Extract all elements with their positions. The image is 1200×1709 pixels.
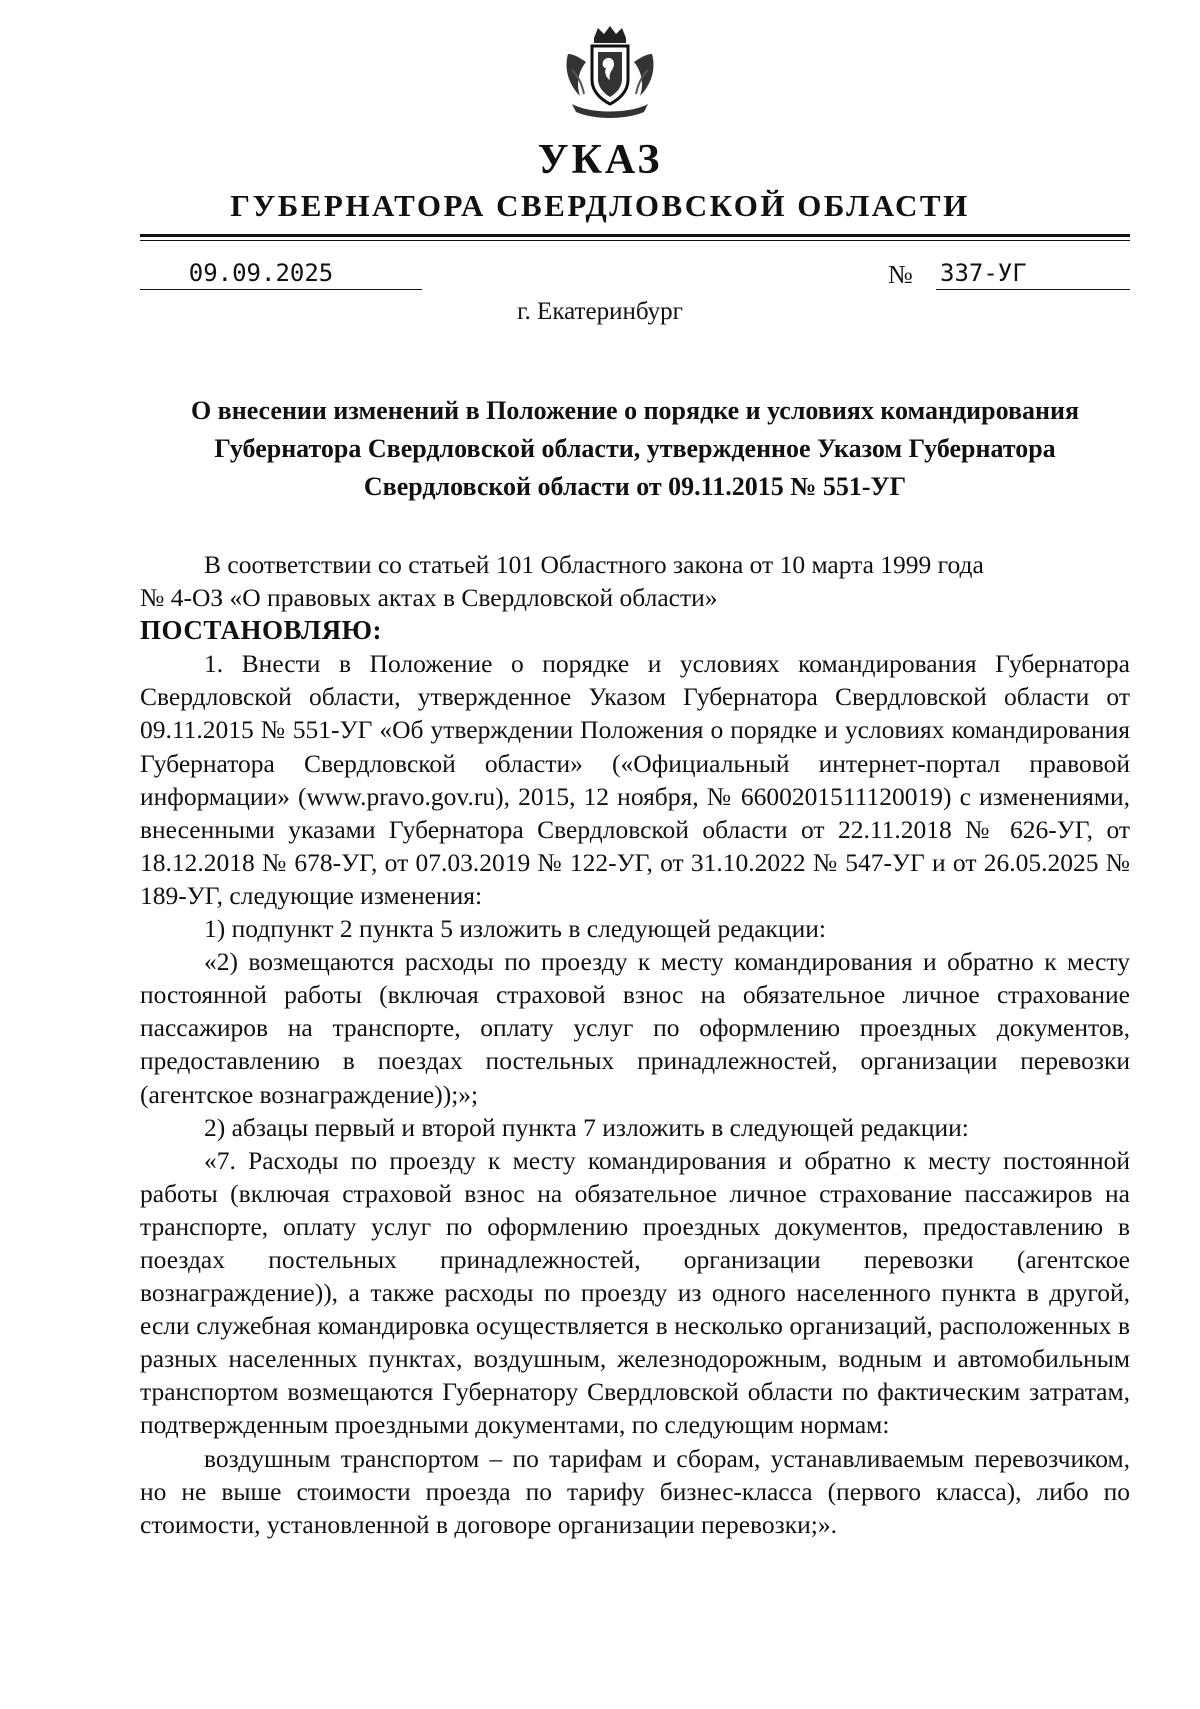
header-rule-thick — [140, 234, 1130, 237]
paragraph-2: 1) подпункт 2 пункта 5 изложить в следующей редакции: — [204, 914, 826, 944]
city-line: г. Екатеринбург — [517, 298, 683, 325]
document-heading: О внесении изменений в Положение о порядке и условиях командирования Губернатора Свердловской области, утвержденное Указом Губернатора Свердловской области от 09.11.2015 № 551-УГ — [190, 396, 1080, 501]
document-type-title: УКАЗ — [537, 137, 663, 183]
preamble-line-2: № 4-ОЗ «О правовых актах в Свердловской области» — [140, 583, 718, 613]
document-number-field — [888, 258, 1130, 290]
header-rule-thin — [140, 240, 1130, 241]
document-date: 09.09.2025 — [140, 258, 422, 290]
document-number: 337-УГ — [936, 258, 1130, 290]
paragraph-6: воздушным транспортом – по тарифам и сборам, устанавливаемым перевозчиком, но не выше стоимости проезда по тарифу бизнес-класса (первого класса), либо по стоимости, установленной в договоре организации перевозки;». — [140, 1443, 1130, 1539]
preamble-line-1: В соответствии со статьей 101 Областного закона от 10 марта 1999 года — [204, 550, 984, 579]
paragraph-5: «7. Расходы по проезду к месту командирования и обратно к месту постоянной работы (включая страховой взнос на обязательное личное страхование пассажиров на транспорте, оплату услуг по оформлению проездных документов, предоставлению в поездах постельных принадлежностей, организации перевозки (агентское вознаграждение)), а также расходы по проезду из одного населенного пункта в другой, если служебная командировка осуществляется в несколько организаций, расположенных в разных населенных пунктах, воздушным, железнодорожным, водным и автомобильным транспортом возмещаются Губернатору Свердловской области по фактическим затратам, подтвержденным проездными документами, по следующим нормам: — [140, 1145, 1130, 1440]
coat-of-arms-icon — [558, 24, 662, 120]
paragraph-3: «2) возмещаются расходы по проезду к месту командирования и обратно к месту постоянной работы (включая страховой взнос на обязательное личное страхование пассажиров на транспорте, оплату услуг по оформлению проездных документов, предоставлению в поездах постельных принадлежностей, организации перевозки (агентское вознаграждение));»; — [140, 947, 1130, 1109]
paragraph-1: 1. Внести в Положение о порядке и условиях командирования Губернатора Свердловской области, утвержденное Указом Губернатора Свердловской области от 09.11.2015 № 551-УГ «Об утверждении Положения о порядке и условиях командирования Губернатора Свердловской области» («Официальный интернет-портал правовой информации» (www.pravo.gov.ru), 2015, 12 ноября, № 6600201511120019) с изменениями, внесенными указами Губернатора Свердловской области от 22.11.2018 № 626-УГ, от 18.12.2018 № 678-УГ, от 07.03.2019 № 122-УГ, от 31.10.2022 № 547-УГ и от 26.05.2025 № 189-УГ, следующие изменения: — [140, 649, 1130, 910]
document-body — [140, 548, 1130, 1541]
number-sign: № — [888, 260, 913, 289]
issuer-title: ГУБЕРНАТОРА СВЕРДЛОВСКОЙ ОБЛАСТИ — [230, 188, 970, 223]
paragraph-4: 2) абзацы первый и второй пункта 7 изложить в следующей редакции: — [204, 1112, 969, 1142]
decree-word: ПОСТАНОВЛЯЮ: — [140, 615, 382, 646]
